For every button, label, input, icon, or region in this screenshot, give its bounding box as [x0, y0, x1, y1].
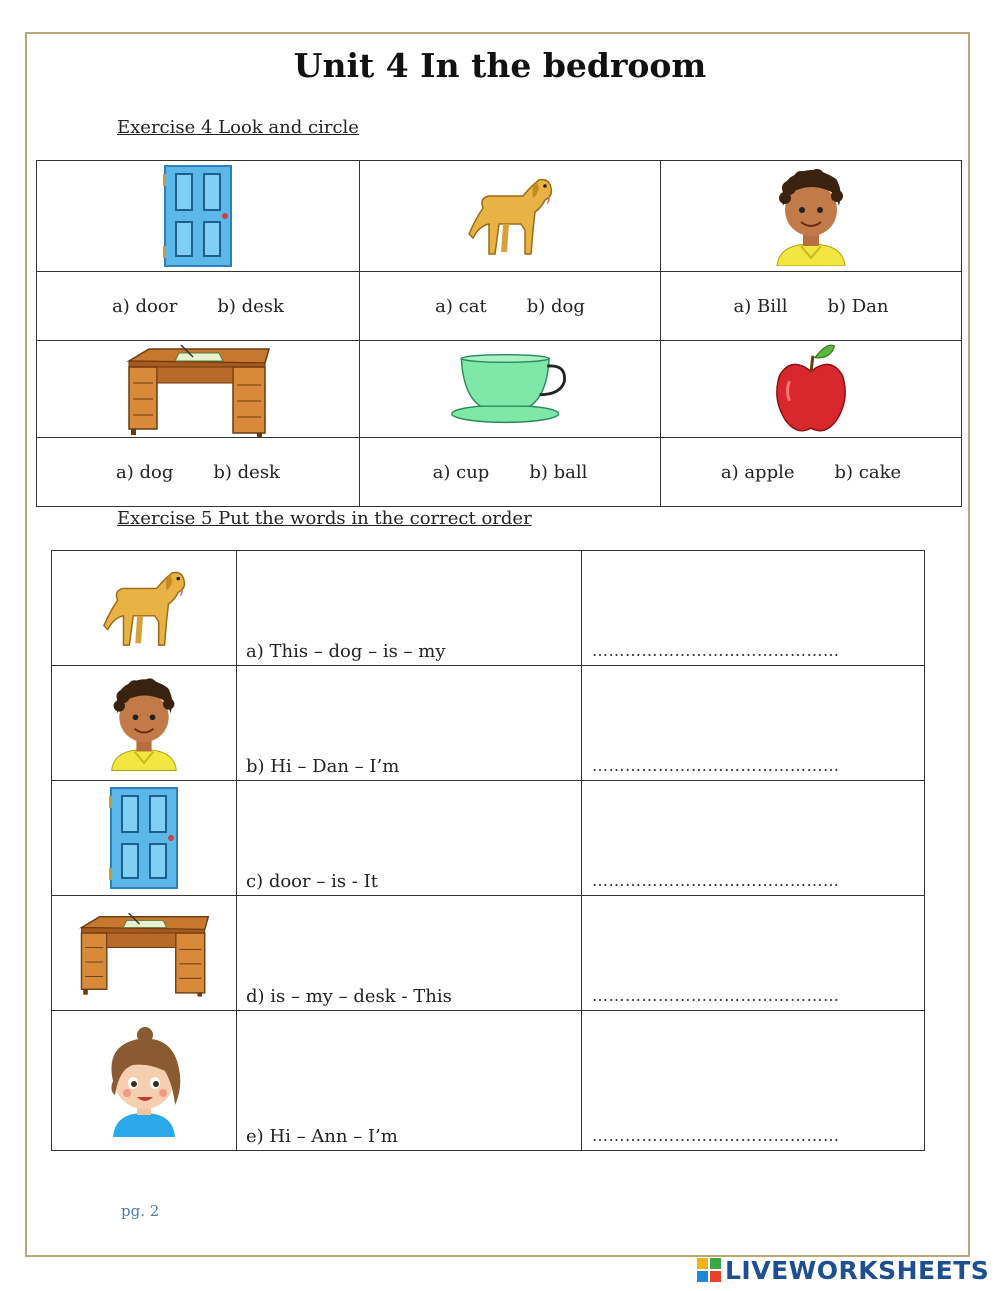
desk-icon [123, 341, 273, 437]
ex5-row-d [52, 896, 925, 1011]
ex5-prompt: a) This – dog – is – my [237, 551, 582, 666]
answer-line[interactable]: ……………………………………… [592, 1126, 840, 1145]
ex4-options-5 [360, 438, 661, 507]
door-icon [109, 786, 179, 890]
ex4-options-3 [661, 272, 962, 341]
ex5-row-b [52, 666, 925, 781]
girl-icon [99, 1025, 189, 1137]
option-b[interactable]: b) Dan [827, 295, 889, 317]
ex5-picture-cell [52, 1011, 237, 1151]
ex5-picture-cell [52, 896, 237, 1011]
ex5-picture-cell [52, 551, 237, 666]
ex4-cell-desk [37, 341, 360, 438]
option-a[interactable]: a) apple [720, 461, 795, 483]
apple-icon [771, 342, 851, 436]
dog-icon [100, 561, 188, 655]
option-b[interactable]: b) dog [526, 295, 585, 317]
ex4-cell-door [37, 161, 360, 272]
ex5-answer-cell [582, 666, 925, 781]
option-b[interactable]: b) ball [529, 461, 588, 483]
page-number: pg. 2 [121, 1202, 160, 1220]
ex5-answer-cell [582, 551, 925, 666]
ex4-options-2 [360, 272, 661, 341]
brand-logo [697, 1256, 989, 1284]
exercise4-table [36, 160, 962, 507]
desk-icon [76, 907, 212, 999]
ex4-options-1 [37, 272, 360, 341]
ex4-options-6 [661, 438, 962, 507]
ex5-answer-cell [582, 781, 925, 896]
brand-name: LIVEWORKSHEETS [725, 1255, 990, 1285]
ex5-prompt: b) Hi – Dan – I’m [237, 666, 582, 781]
answer-line[interactable]: ……………………………………… [592, 986, 840, 1005]
ex5-prompt: c) door – is - It [237, 781, 582, 896]
option-a[interactable]: a) dog [116, 461, 174, 483]
ex5-picture-cell [52, 666, 237, 781]
ex5-answer-cell [582, 1011, 925, 1151]
ex5-row-e [52, 1011, 925, 1151]
answer-line[interactable]: ……………………………………… [592, 756, 840, 775]
answer-line[interactable]: ……………………………………… [592, 871, 840, 890]
exercise5-heading: Exercise 5 Put the words in the correct order [117, 508, 532, 529]
boy-icon [106, 675, 182, 771]
exercise4-heading: Exercise 4 Look and circle [117, 117, 359, 138]
ex4-options-4 [37, 438, 360, 507]
ex4-cell-cup [360, 341, 661, 438]
option-a[interactable]: a) cup [432, 461, 490, 483]
liveworksheets-icon [697, 1258, 721, 1282]
ex5-picture-cell [52, 781, 237, 896]
boy-icon [771, 166, 851, 266]
ex4-cell-dog [360, 161, 661, 272]
exercise5-table [51, 550, 925, 1151]
ex5-row-c [52, 781, 925, 896]
ex5-row-a [52, 551, 925, 666]
ex4-cell-apple [661, 341, 962, 438]
option-a[interactable]: a) door [112, 295, 178, 317]
ex5-prompt: d) is – my – desk - This [237, 896, 582, 1011]
dog-icon [465, 168, 555, 264]
option-b[interactable]: b) cake [834, 461, 902, 483]
option-a[interactable]: a) Bill [733, 295, 788, 317]
ex5-prompt: e) Hi – Ann – I’m [237, 1011, 582, 1151]
cup-icon [448, 349, 572, 429]
door-icon [163, 164, 233, 268]
answer-line[interactable]: ……………………………………… [592, 641, 840, 660]
option-b[interactable]: b) desk [217, 295, 284, 317]
option-b[interactable]: b) desk [213, 461, 280, 483]
ex4-cell-boy [661, 161, 962, 272]
option-a[interactable]: a) cat [435, 295, 487, 317]
page-title: Unit 4 In the bedroom [293, 46, 707, 85]
ex5-answer-cell [582, 896, 925, 1011]
